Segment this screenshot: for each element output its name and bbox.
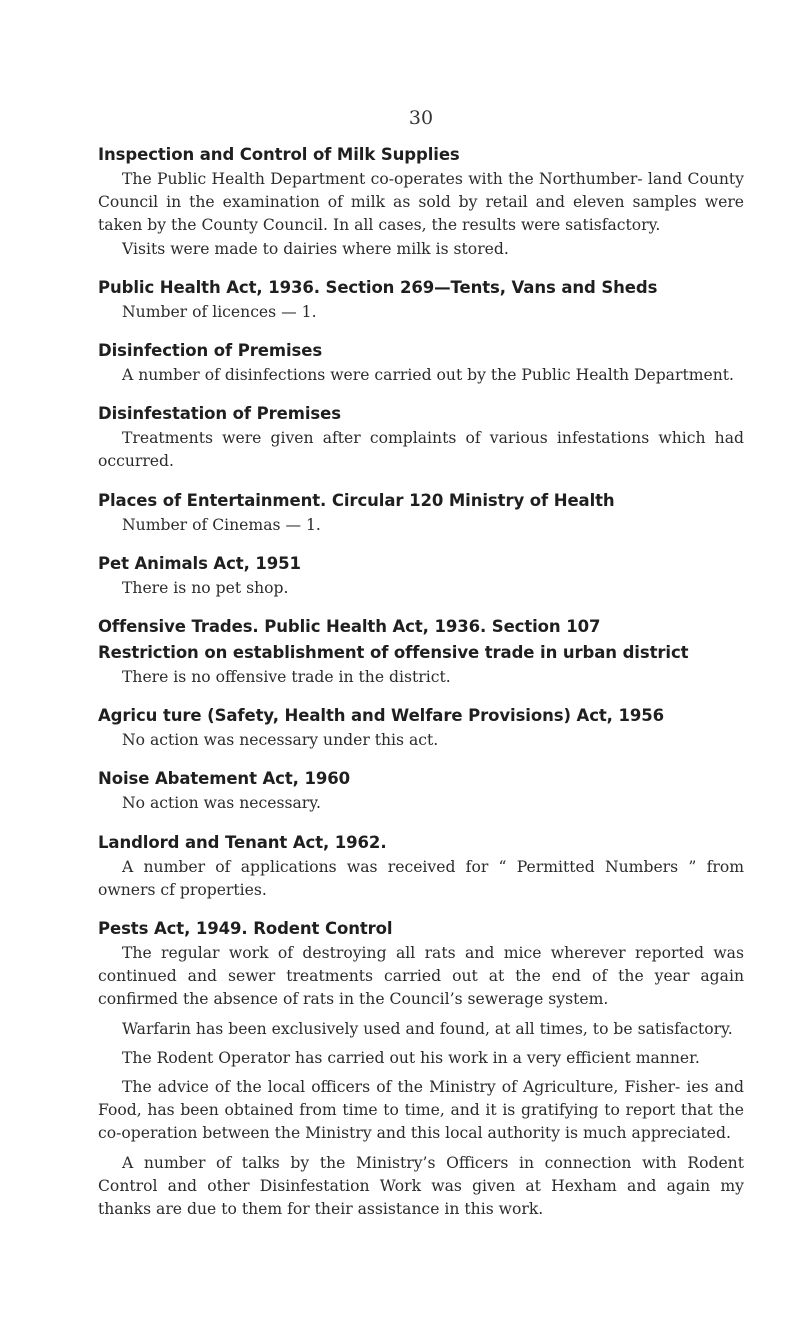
paragraph: Number of Cinemas — 1.	[122, 515, 321, 534]
section-heading: Landlord and Tenant Act, 1962.	[98, 832, 387, 852]
section-milk-supplies	[98, 142, 744, 261]
paragraph: There is no pet shop.	[122, 578, 289, 597]
section-heading: Places of Entertainment. Circular 120 Ministry of Health	[98, 490, 615, 510]
document-body	[98, 142, 744, 1221]
section-noise-abatement	[98, 766, 744, 815]
section-heading: Noise Abatement Act, 1960	[98, 769, 350, 789]
paragraph: Number of licences — 1.	[122, 302, 317, 321]
paragraph: A number of talks by the Ministry’s Officers in connection with Rodent Control and other Disinfestation Work was given at Hexham and again my thanks are due to them for their assistance in this work.	[98, 1153, 744, 1219]
section-heading: Pests Act, 1949. Rodent Control	[98, 919, 393, 939]
paragraph: No action was necessary.	[122, 794, 321, 813]
section-rodent-control	[98, 916, 744, 1221]
section-pet-animals	[98, 551, 744, 600]
section-heading: Inspection and Control of Milk Supplies	[98, 145, 460, 164]
paragraph: Treatments were given after complaints of various infestations which had occurred.	[98, 429, 744, 471]
section-landlord-tenant	[98, 830, 744, 902]
paragraph: There is no offensive trade in the district.	[122, 668, 451, 687]
paragraph: A number of applications was received for “ Permitted Numbers ” from owners cf properties.	[98, 857, 744, 899]
paragraph: Visits were made to dairies where milk is stored.	[122, 239, 509, 258]
paragraph: The advice of the local officers of the Ministry of Agriculture, Fisher- ies and Food, has been obtained from time to time, and it is gratifying to report that the co-operation between the Ministry and this local authority is much appreciated.	[98, 1078, 744, 1143]
paragraph: The regular work of destroying all rats and mice wherever reported was continued and sewer treatments carried out at the end of the year again confirmed the absence of rats in the Council’s sewerage system.	[98, 944, 744, 1009]
paragraph: No action was necessary under this act.	[122, 731, 439, 750]
section-tents-vans-sheds	[98, 275, 744, 324]
paragraph: A number of disinfections were carried out by the Public Health Department.	[122, 366, 734, 385]
section-subheading: Restriction on establishment of offensive trade in urban district	[98, 643, 689, 663]
section-heading: Disinfection of Premises	[98, 341, 323, 361]
section-heading: Offensive Trades. Public Health Act, 1936. Section 107	[98, 617, 601, 637]
section-heading: Disinfestation of Premises	[98, 404, 341, 424]
section-heading: Pet Animals Act, 1951	[98, 553, 301, 573]
paragraph: The Public Health Department co-operates with the Northumber- land County Council in the examination of milk as sold by retail and eleven samples were taken by the County Council. In all cases, the results were satisfactory.	[98, 170, 744, 235]
paragraph: The Rodent Operator has carried out his work in a very efficient manner.	[122, 1048, 700, 1067]
section-disinfection	[98, 338, 744, 387]
page-number: 30	[408, 107, 434, 129]
section-heading: Public Health Act, 1936. Section 269—Tents, Vans and Sheds	[98, 277, 658, 297]
section-heading: Agricu ture (Safety, Health and Welfare Provisions) Act, 1956	[98, 706, 665, 726]
section-disinfestation	[98, 401, 744, 473]
section-agriculture	[98, 703, 744, 752]
paragraph: Warfarin has been exclusively used and found, at all times, to be satisfactory.	[122, 1019, 733, 1038]
section-offensive-trades	[98, 614, 744, 689]
section-entertainment	[98, 488, 744, 537]
